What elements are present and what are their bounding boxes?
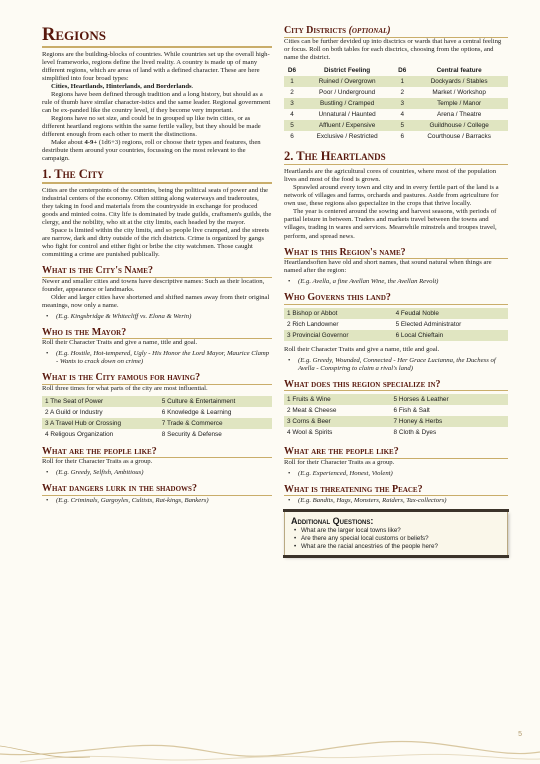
city-people-p: Roll for their Character Traits as a group. xyxy=(42,458,153,466)
regions-intro-text: Regions are the building-blocks of countries. While countries set up the overall high-level frameworks, regions define the lived reality. A country is made up of many different regions, which are areas of land with a defined character. These are here simplified into four broad types: xyxy=(42,50,270,82)
table-cell: Courthouse / Barracks xyxy=(427,132,491,140)
table-cell: 1 xyxy=(284,76,300,87)
table-row xyxy=(284,405,508,416)
table-cell: Temple / Manor xyxy=(410,98,508,109)
regions-types-end: . xyxy=(191,82,194,90)
table-header: Central feature xyxy=(436,66,482,74)
table-header: D6 xyxy=(287,66,297,74)
mayor-example: • (E.g. Hostile, Hot-tempered, Ugly - His Honor the Lord Mayor, Maurice Clamp - Wants to crack down on crime) xyxy=(42,350,272,366)
table-cell: 1 Bishop or Abbot xyxy=(284,308,393,319)
table-cell: 5 xyxy=(284,120,300,131)
table-row xyxy=(284,131,508,142)
table-cell: 7 Trade & Commerce xyxy=(159,418,272,429)
footer-swirl-icon xyxy=(0,724,540,764)
table-cell: Guildhouse / College xyxy=(410,120,508,131)
table-cell: 6 Local Chieftain xyxy=(393,330,508,341)
table-cell: 5 Culture & Entertainment xyxy=(159,396,272,407)
table-cell: 8 Security & Defense xyxy=(161,430,222,438)
threat-example: • (E.g. Bandits, Hags, Monsters, Raiders, Tax-collectors) xyxy=(284,497,508,505)
regions-p4-b: (1d6+3) regions, roll or choose their types and features, then destribute them around your countries, focussing on the most relevant to the campaign. xyxy=(42,139,261,163)
heartlands-title-rule xyxy=(284,164,508,166)
table-cell: 3 Provincial Governor xyxy=(284,330,393,341)
city-p2: Space is limited within the city limits, and so people live cramped, and the streets are narrow, dark and dirty outside of the rich districts. Crime is organized by gangs who fight for control and either fight or bribe the city watchmen. Those caught committing a crime are punished publically. xyxy=(42,226,270,259)
table-cell: Exclusive / Restricted xyxy=(316,132,378,140)
region-name-list xyxy=(284,278,508,286)
districts-heading xyxy=(284,26,508,38)
city-p1: Cities are the centerpoints of the countries, being the political seats of power and the industrial centers of the economy. Often sitting along waterways and traderoutes, they taking in food and materials from the countryside in exchange for produced goods and minted coins. City life is dominated by trade guilds, craftsmen's guilds, the clergy, and the nobility, who sit at the city limits, each headed by the mayor. xyxy=(42,186,272,226)
left-column xyxy=(42,22,272,507)
table-cell: 3 xyxy=(284,98,300,109)
regions-p3: Regions have no set size, and could be in grouped up like twin cities, or as different heartland regions within the same fertile valley, but they should be made different enough from each other to merit the distinctions. xyxy=(42,114,261,138)
region-name-p: Heartlandsoften have old and short names, that sound natural when things are named after the region: xyxy=(284,259,492,275)
table-cell: 6 Fish & Salt xyxy=(393,407,430,415)
note-list xyxy=(291,527,501,551)
table-cell: Poor / Underground xyxy=(319,88,376,96)
table-cell: 7 Honey & Herbs xyxy=(391,416,508,427)
note-item: • Are there any special local customs or beliefs? xyxy=(291,535,501,543)
table-cell: 6 xyxy=(400,132,405,140)
table-cell: Dockyards / Stables xyxy=(410,76,508,87)
table-row xyxy=(284,87,508,98)
govern-table xyxy=(284,308,508,341)
heartlands-people-example: • (E.g. Experienced, Honest, Violent) xyxy=(284,470,508,478)
table-cell: 6 xyxy=(290,132,294,140)
table-cell: 2 Rich Landowner xyxy=(287,320,339,328)
table-cell: Unnatural / Haunted xyxy=(318,110,376,118)
table-cell: 5 xyxy=(394,120,410,131)
note-item: • What are the racial ancestries of the people here? xyxy=(291,543,501,551)
table-cell: 3 xyxy=(394,98,410,109)
city-name-heading: What is the City's Name? xyxy=(42,266,272,278)
table-cell: 2 A Guild or Industry xyxy=(45,408,103,416)
famous-table xyxy=(42,396,272,440)
table-row xyxy=(42,407,272,418)
table-header-row xyxy=(284,65,508,76)
city-name-p2: Older and larger cities have shortened and shifted names away from their original meanings, now only a name. xyxy=(42,293,270,309)
regions-intro xyxy=(42,51,272,83)
table-row xyxy=(284,76,508,87)
right-column xyxy=(284,22,508,556)
table-cell: 1 The Seat of Power xyxy=(42,396,159,407)
city-name-p1: Newer and smaller cities and towns have descriptive names: Such as their location, founder, appearance or landmarks. xyxy=(42,277,265,293)
special-heading: What does this region specialize in? xyxy=(284,380,508,392)
city-name-example: • (E.g. Kingsbridge & Whitecliff vs. Elona & Werin) xyxy=(42,313,272,321)
page-number: 5 xyxy=(518,731,522,738)
table-cell: Affluent / Expensive xyxy=(300,120,394,131)
table-row xyxy=(284,120,508,131)
table-row xyxy=(284,427,508,438)
mayor-list xyxy=(42,350,272,366)
table-row xyxy=(284,98,508,109)
note-item: • What are the larger local towns like? xyxy=(291,527,501,535)
table-cell: Arena / Theatre xyxy=(436,110,482,118)
table-row xyxy=(284,319,508,330)
govern-heading: Who Governs this land? xyxy=(284,293,508,305)
table-cell: Market / Workshop xyxy=(432,88,486,96)
mayor-p: Roll their Character Traits and give a name, title and goal. xyxy=(42,339,198,347)
table-cell: 2 xyxy=(400,88,405,96)
danger-heading: What dangers lurk in the shadows? xyxy=(42,484,272,496)
regions-p4 xyxy=(42,139,272,163)
special-table xyxy=(284,394,508,438)
mayor-heading: Who is the Mayor? xyxy=(42,328,272,340)
table-row xyxy=(284,308,508,319)
table-cell: 8 Cloth & Dyes xyxy=(393,429,437,437)
table-row xyxy=(42,429,272,440)
table-cell: 3 A Travel Hub or Crossing xyxy=(42,418,159,429)
districts-p: Cities can be further devided up into disctrics or wards that have a central feeling or focus. Roll on both tables for each disctrics, choosing from the options, and name the district. xyxy=(284,37,502,61)
table-row xyxy=(284,394,508,405)
table-cell: 4 Feudal Noble xyxy=(393,308,508,319)
table-cell: Bustling / Cramped xyxy=(300,98,394,109)
govern-example: • (E.g. Greedy, Wounded, Connected - Her Grace Lucianna, the Duchess of Avella - Conspiring to claim a rival's land) xyxy=(284,357,508,373)
table-cell: 6 Knowledge & Learning xyxy=(161,408,232,416)
districts-title: City Districts xyxy=(284,25,347,36)
table-cell: 4 xyxy=(290,110,294,118)
heartlands-p3: The year is centered around the sowing and harvest seasons, with periods of partial leisure in between. Traders and markets travel between the towns and villages, trading in wares and services. Meanwhile minstrels and troupes travel, perform, and spread news. xyxy=(284,208,497,240)
heartlands-people-p: Roll for their Character Traits as a group. xyxy=(284,458,395,466)
regions-types xyxy=(42,83,272,91)
table-row xyxy=(284,416,508,427)
table-cell: 2 xyxy=(290,88,294,96)
city-people-example: • (E.g. Greedy, Selfish, Ambitious) xyxy=(42,469,272,477)
regions-p4-bold: 4-9+ xyxy=(84,139,98,147)
danger-example: • (E.g. Criminals, Gargoyles, Cultists, Rat-kings, Bankers) xyxy=(42,497,272,505)
table-cell: 4 xyxy=(400,110,405,118)
table-cell: 3 Corns & Beer xyxy=(284,416,391,427)
threat-list xyxy=(284,497,508,505)
regions-p4-a: Make about xyxy=(51,139,85,147)
table-cell: 1 Fruits & Wine xyxy=(284,394,391,405)
heartlands-p2: Sprawled around every town and city and in every fertile part of the land is a network of villages and farms, orchards and pastures. Aside from agriculture for own use, these regions also gspecialize in the crops that thrive locally. xyxy=(284,184,499,208)
table-row xyxy=(284,109,508,120)
city-name-list xyxy=(42,313,272,321)
danger-list xyxy=(42,497,272,505)
table-row xyxy=(42,396,272,407)
table-cell: Ruined / Overgrown xyxy=(300,76,394,87)
districts-table xyxy=(284,65,508,142)
regions-p2: Regions have been defined through tradition and a long history, but should as a rule of thumb have similar character-istics and the same leader. Regional government can be ex-panded like the country level, if they become very important. xyxy=(42,90,271,114)
govern-list xyxy=(284,357,508,373)
additional-questions-box xyxy=(284,511,508,556)
heartlands-people-heading: What are the people like? xyxy=(284,447,508,459)
table-row xyxy=(284,330,508,341)
table-cell: 1 xyxy=(394,76,410,87)
table-cell: 5 Horses & Leather xyxy=(391,394,508,405)
districts-optional: (optional) xyxy=(348,25,391,36)
table-cell: 5 Elected Administrator xyxy=(395,320,462,328)
table-cell: 4 Wool & Spirits xyxy=(287,429,333,437)
city-people-heading: What are the people like? xyxy=(42,447,272,459)
region-name-heading: What is this Region's name? xyxy=(284,248,508,260)
table-cell: 4 Religous Organization xyxy=(45,430,114,438)
table-cell: 2 Meat & Cheese xyxy=(287,407,337,415)
region-name-example: • (E.g. Avella, a fine Avellan Wine, the Avellan Revolt) xyxy=(284,278,508,286)
title-rule xyxy=(42,46,272,48)
table-row xyxy=(42,418,272,429)
city-title: 1. The City xyxy=(42,167,104,182)
table-header: D6 xyxy=(398,66,407,74)
city-title-rule xyxy=(42,182,272,184)
famous-heading: What is the City famous for having? xyxy=(42,373,272,385)
heartlands-title: 2. The Heartlands xyxy=(284,148,386,163)
heartlands-people-list xyxy=(284,470,508,478)
city-people-list xyxy=(42,469,272,477)
threat-heading: What is threatening the Peace? xyxy=(284,485,508,497)
govern-p: Roll their Character Traits and give a name, title and goal. xyxy=(284,345,440,353)
regions-types-text: Cities, Heartlands, Hinterlands, and Borderlands xyxy=(51,82,192,90)
table-header: District Feeling xyxy=(324,66,371,74)
heartlands-p1: Heartlands are the agricultural cores of countries, where most of the population lives and most of the food is grown. xyxy=(284,168,497,184)
regions-title: Regions xyxy=(42,25,106,45)
famous-p: Roll three times for what parts of the city are most influential. xyxy=(42,384,208,392)
note-title: Additional Questions: xyxy=(291,516,374,527)
